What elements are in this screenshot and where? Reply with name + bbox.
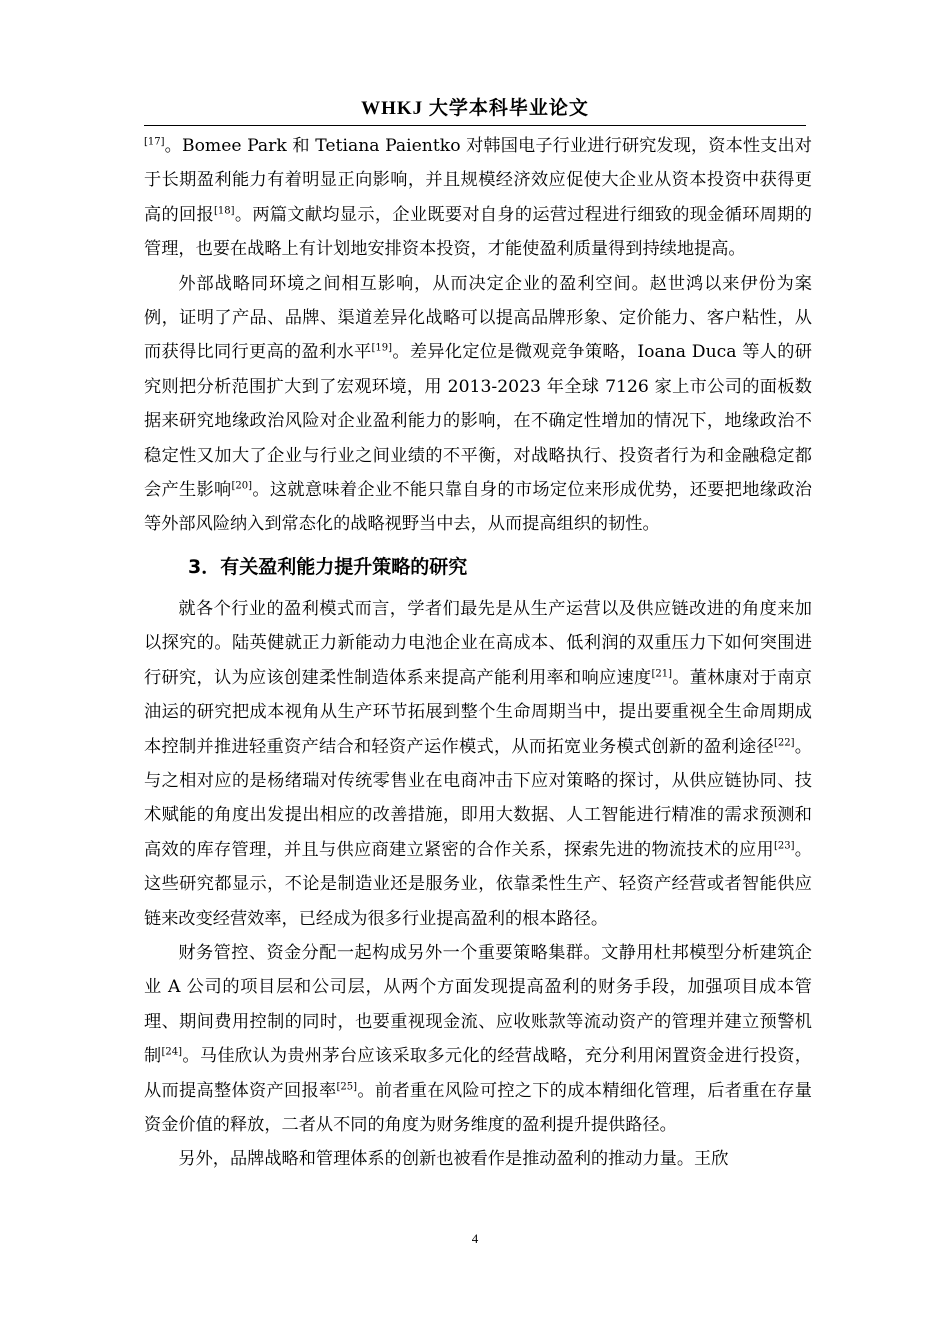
citation-ref: [23]	[773, 839, 795, 851]
paragraph-text: 。Bomee Park 和 Tetiana Paientko 对韩国电子行业进行研究发现，资本性支出对于长期盈利能力有着明显正向影响，并且规模经济效应促使大企业从资本投资中获得更高的回报	[144, 136, 812, 225]
citation-ref: [20]	[231, 480, 253, 492]
paragraph-text: 财务管控、资金分配一起构成另外一个重要策略集群。文静用杜邦模型分析建筑企业 A 公司的项目层和公司层，从两个方面发现提高盈利的财务手段，加强项目成本管理、期间费用控制的同时，也要重视现金流、应收账款等流动资产的管理并建立预警机制	[144, 942, 812, 1067]
citation-ref: [19]	[371, 342, 393, 354]
running-header	[144, 94, 806, 124]
paragraph-text: 。这些研究都显示，不论是制造业还是服务业，依靠柔性生产、轻资产经营或者智能供应链来改变经营效率，已经成为很多行业提高盈利的根本路径。	[144, 839, 812, 929]
citation-ref: [18]	[214, 205, 235, 217]
body-paragraph	[144, 592, 812, 936]
header-rule	[144, 125, 806, 126]
paragraph-text: 另外，品牌战略和管理体系的创新也被看作是推动盈利的推动力量。王欣	[178, 1149, 729, 1170]
citation-ref: [21]	[651, 667, 672, 679]
paragraph-text: 。差异化定位是微观竞争策略，Ioana Duca 等人的研究则把分析范围扩大到了宏观环境，用 2013-2023 年全球 7126 家上市公司的面板数据来研究地缘政治风险对企业盈利能力的影响，在不确定性增加的情况下，地缘政治不稳定性又加大了企业与行业之间业绩的不平衡，对战略执行、投资者行为和金融稳定都会产生影响	[144, 342, 812, 501]
paragraph-text: 。与之相对应的是杨绪瑞对传统零售业在电商冲击下应对策略的探讨，从供应链协同、技术赋能的角度出发提出相应的改善措施，即用大数据、人工智能进行精准的需求预测和高效的库存管理，并且与供应商建立紧密的合作关系，探索先进的物流技术的应用	[144, 736, 812, 860]
paragraph-text: 。董林康对于南京油运的研究把成本视角从生产环节拓展到整个生命周期当中，提出要重视全生命周期成本控制并推进轻重资产结合和轻资产运作模式，从而拓宽业务模式创新的盈利途径	[144, 667, 812, 757]
paragraph-text: 。这就意味着企业不能只靠自身的市场定位来形成优势，还要把地缘政治等外部风险纳入到常态化的战略视野当中去，从而提高组织的韧性。	[144, 480, 812, 535]
body-paragraph	[144, 129, 812, 267]
citation-ref: [17]	[144, 136, 165, 148]
citation-ref: [25]	[336, 1080, 358, 1092]
paragraph-text: 。两篇文献均显示，企业既要对自身的运营过程进行细致的现金循环周期的管理，也要在战略上有计划地安排资本投资，才能使盈利质量得到持续地提高。	[144, 204, 812, 260]
header-title: WHKJ 大学本科毕业论文	[361, 98, 589, 119]
body-paragraph	[144, 1142, 812, 1176]
section-heading: 3．有关盈利能力提升策略的研究	[188, 555, 468, 578]
paragraph-text: 。马佳欣认为贵州茅台应该采取多元化的经营战略，充分利用闲置资金进行投资，从而提高整体资产回报率	[144, 1046, 812, 1101]
page-number: 4	[471, 1231, 479, 1246]
citation-ref: [24]	[161, 1046, 183, 1058]
paragraph-text: 就各个行业的盈利模式而言，学者们最先是从生产运营以及供应链改进的角度来加以探究的。陆英健就正力新能动力电池企业在高成本、低利润的双重压力下如何突围进行研究，认为应该创建柔性制造体系来提高产能利用率和响应速度	[144, 598, 812, 688]
body-paragraph	[144, 267, 812, 542]
paragraph-text: 外部战略同环境之间相互影响，从而决定企业的盈利空间。赵世鸿以来伊份为案例，证明了产品、品牌、渠道差异化战略可以提高品牌形象、定价能力、客户粘性，从而获得比同行更高的盈利水平	[144, 273, 812, 363]
body-paragraph	[144, 936, 812, 1142]
body-text	[144, 129, 812, 1177]
paragraph-text: 。前者重在风险可控之下的成本精细化管理，后者重在存量资金价值的释放，二者从不同的角度为财务维度的盈利提升提供路径。	[144, 1080, 812, 1135]
citation-ref: [22]	[773, 736, 795, 748]
